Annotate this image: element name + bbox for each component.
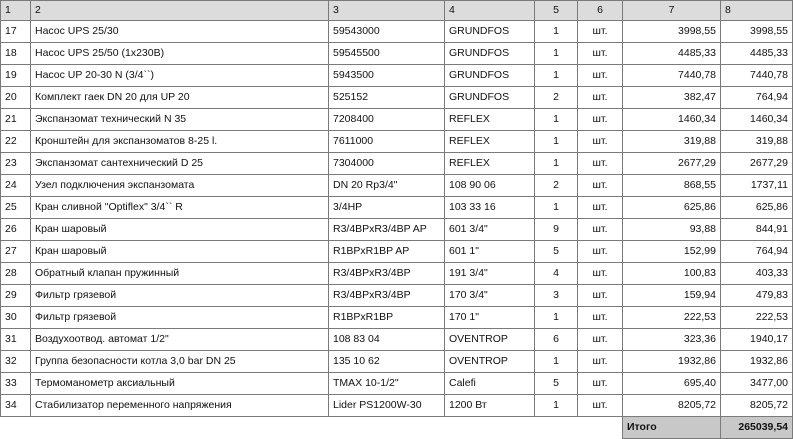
unit-price-cell: 100,83 [623, 263, 721, 285]
item-name-cell: Кран шаровый [31, 219, 329, 241]
table-row [1, 87, 793, 109]
quantity-cell: 4 [535, 263, 578, 285]
line-total-cell: 7440,78 [721, 65, 793, 87]
item-name-cell: Кран шаровый [31, 241, 329, 263]
manufacturer-cell: Calefi [445, 373, 535, 395]
item-code-cell: 59543000 [329, 21, 445, 43]
table-row [1, 395, 793, 417]
line-total-cell: 1460,34 [721, 109, 793, 131]
line-total-cell: 403,33 [721, 263, 793, 285]
row-number-cell: 21 [1, 109, 31, 131]
item-code-cell: 5943500 [329, 65, 445, 87]
quantity-cell: 1 [535, 21, 578, 43]
unit-cell: шт. [578, 351, 623, 373]
item-name-cell: Обратный клапан пружинный [31, 263, 329, 285]
unit-cell: шт. [578, 87, 623, 109]
item-name-cell: Кронштейн для экспанзоматов 8-25 l. [31, 131, 329, 153]
header-cell: 7 [623, 1, 721, 21]
item-code-cell: R1BPxR1BP AP [329, 241, 445, 263]
header-cell: 4 [445, 1, 535, 21]
manufacturer-cell: 1200 Вт [445, 395, 535, 417]
table-row [1, 65, 793, 87]
unit-price-cell: 159,94 [623, 285, 721, 307]
unit-price-cell: 93,88 [623, 219, 721, 241]
row-number-cell: 23 [1, 153, 31, 175]
manufacturer-cell: 601 3/4" [445, 219, 535, 241]
table-row [1, 307, 793, 329]
empty-cell [31, 417, 329, 439]
manufacturer-cell: 170 3/4" [445, 285, 535, 307]
unit-cell: шт. [578, 307, 623, 329]
table-row [1, 373, 793, 395]
item-name-cell: Термоманометр аксиальный [31, 373, 329, 395]
unit-cell: шт. [578, 65, 623, 87]
unit-cell: шт. [578, 329, 623, 351]
unit-cell: шт. [578, 373, 623, 395]
table-row [1, 329, 793, 351]
manufacturer-cell: REFLEX [445, 153, 535, 175]
table-row [1, 285, 793, 307]
unit-cell: шт. [578, 21, 623, 43]
line-total-cell: 764,94 [721, 241, 793, 263]
unit-cell: шт. [578, 285, 623, 307]
table-row [1, 131, 793, 153]
unit-cell: шт. [578, 263, 623, 285]
line-total-cell: 3477,00 [721, 373, 793, 395]
manufacturer-cell: 191 3/4" [445, 263, 535, 285]
line-total-cell: 8205,72 [721, 395, 793, 417]
row-number-cell: 17 [1, 21, 31, 43]
row-number-cell: 28 [1, 263, 31, 285]
item-code-cell: R3/4BPxR3/4BP [329, 285, 445, 307]
unit-price-cell: 382,47 [623, 87, 721, 109]
item-code-cell: 525152 [329, 87, 445, 109]
quantity-cell: 2 [535, 87, 578, 109]
manufacturer-cell: OVENTROP [445, 329, 535, 351]
header-cell: 1 [1, 1, 31, 21]
header-cell: 5 [535, 1, 578, 21]
quantity-cell: 1 [535, 153, 578, 175]
header-cell: 6 [578, 1, 623, 21]
item-name-cell: Воздухоотвод. автомат 1/2" [31, 329, 329, 351]
item-name-cell: Комплект гаек DN 20 для UP 20 [31, 87, 329, 109]
item-code-cell: R1BPxR1BP [329, 307, 445, 329]
item-code-cell: 135 10 62 [329, 351, 445, 373]
unit-price-cell: 1460,34 [623, 109, 721, 131]
item-code-cell: Lider PS1200W-30 [329, 395, 445, 417]
unit-price-cell: 8205,72 [623, 395, 721, 417]
quantity-cell: 1 [535, 131, 578, 153]
table-row [1, 43, 793, 65]
table-row [1, 109, 793, 131]
quantity-cell: 1 [535, 307, 578, 329]
total-label: Итого [623, 417, 721, 439]
item-code-cell: 7208400 [329, 109, 445, 131]
unit-price-cell: 2677,29 [623, 153, 721, 175]
row-number-cell: 30 [1, 307, 31, 329]
unit-cell: шт. [578, 131, 623, 153]
quantity-cell: 1 [535, 43, 578, 65]
unit-price-cell: 625,86 [623, 197, 721, 219]
empty-cell [1, 417, 31, 439]
quantity-cell: 1 [535, 109, 578, 131]
row-number-cell: 31 [1, 329, 31, 351]
manufacturer-cell: REFLEX [445, 109, 535, 131]
unit-cell: шт. [578, 395, 623, 417]
table-row [1, 263, 793, 285]
unit-cell: шт. [578, 153, 623, 175]
manufacturer-cell: GRUNDFOS [445, 43, 535, 65]
total-value: 265039,54 [721, 417, 793, 439]
item-name-cell: Кран сливной "Optiflex" 3/4`` R [31, 197, 329, 219]
quantity-cell: 1 [535, 351, 578, 373]
item-name-cell: Экспанзомат технический N 35 [31, 109, 329, 131]
row-number-cell: 18 [1, 43, 31, 65]
table-row [1, 219, 793, 241]
quantity-cell: 2 [535, 175, 578, 197]
item-name-cell: Фильтр грязевой [31, 285, 329, 307]
row-number-cell: 27 [1, 241, 31, 263]
line-total-cell: 844,91 [721, 219, 793, 241]
unit-price-cell: 4485,33 [623, 43, 721, 65]
item-code-cell: R3/4BPxR3/4BP AP [329, 219, 445, 241]
manufacturer-cell: GRUNDFOS [445, 65, 535, 87]
row-number-cell: 24 [1, 175, 31, 197]
quantity-cell: 1 [535, 65, 578, 87]
header-cell: 2 [31, 1, 329, 21]
item-name-cell: Группа безопасности котла 3,0 bar DN 25 [31, 351, 329, 373]
unit-cell: шт. [578, 43, 623, 65]
empty-cell [578, 417, 623, 439]
table-row [1, 351, 793, 373]
line-total-cell: 2677,29 [721, 153, 793, 175]
item-name-cell: Насос UPS 25/30 [31, 21, 329, 43]
unit-price-cell: 1932,86 [623, 351, 721, 373]
item-name-cell: Фильтр грязевой [31, 307, 329, 329]
header-cell: 8 [721, 1, 793, 21]
item-code-cell: 59545500 [329, 43, 445, 65]
manufacturer-cell: 108 90 06 [445, 175, 535, 197]
unit-cell: шт. [578, 241, 623, 263]
row-number-cell: 33 [1, 373, 31, 395]
line-total-cell: 1940,17 [721, 329, 793, 351]
table-row [1, 175, 793, 197]
line-total-cell: 4485,33 [721, 43, 793, 65]
quantity-cell: 1 [535, 197, 578, 219]
empty-cell [445, 417, 535, 439]
item-code-cell: 7304000 [329, 153, 445, 175]
table-row [1, 153, 793, 175]
line-total-cell: 1737,11 [721, 175, 793, 197]
unit-cell: шт. [578, 175, 623, 197]
unit-price-cell: 3998,55 [623, 21, 721, 43]
item-code-cell: 7611000 [329, 131, 445, 153]
row-number-cell: 34 [1, 395, 31, 417]
item-name-cell: Стабилизатор переменного напряжения [31, 395, 329, 417]
table-row [1, 21, 793, 43]
unit-price-cell: 7440,78 [623, 65, 721, 87]
line-total-cell: 319,88 [721, 131, 793, 153]
manufacturer-cell: 103 33 16 [445, 197, 535, 219]
unit-price-cell: 152,99 [623, 241, 721, 263]
item-code-cell: R3/4BPxR3/4BP [329, 263, 445, 285]
table-row [1, 197, 793, 219]
header-row [1, 1, 793, 21]
row-number-cell: 19 [1, 65, 31, 87]
item-name-cell: Экспанзомат сантехнический D 25 [31, 153, 329, 175]
row-number-cell: 25 [1, 197, 31, 219]
quantity-cell: 9 [535, 219, 578, 241]
item-code-cell: DN 20 Rp3/4" [329, 175, 445, 197]
manufacturer-cell: 170 1" [445, 307, 535, 329]
unit-price-cell: 868,55 [623, 175, 721, 197]
total-row [1, 417, 793, 439]
manufacturer-cell: GRUNDFOS [445, 87, 535, 109]
manufacturer-cell: REFLEX [445, 131, 535, 153]
item-name-cell: Узел подключения экспанзомата [31, 175, 329, 197]
quantity-cell: 1 [535, 395, 578, 417]
row-number-cell: 32 [1, 351, 31, 373]
unit-price-cell: 222,53 [623, 307, 721, 329]
row-number-cell: 26 [1, 219, 31, 241]
table-row [1, 241, 793, 263]
item-code-cell: 108 83 04 [329, 329, 445, 351]
line-total-cell: 3998,55 [721, 21, 793, 43]
unit-cell: шт. [578, 197, 623, 219]
line-total-cell: 479,83 [721, 285, 793, 307]
unit-price-cell: 323,36 [623, 329, 721, 351]
unit-price-cell: 319,88 [623, 131, 721, 153]
item-name-cell: Насос UP 20-30 N (3/4``) [31, 65, 329, 87]
line-total-cell: 1932,86 [721, 351, 793, 373]
row-number-cell: 20 [1, 87, 31, 109]
empty-cell [329, 417, 445, 439]
quantity-cell: 5 [535, 373, 578, 395]
unit-price-cell: 695,40 [623, 373, 721, 395]
quantity-cell: 5 [535, 241, 578, 263]
empty-cell [535, 417, 578, 439]
line-total-cell: 764,94 [721, 87, 793, 109]
row-number-cell: 22 [1, 131, 31, 153]
manufacturer-cell: GRUNDFOS [445, 21, 535, 43]
line-total-cell: 625,86 [721, 197, 793, 219]
quantity-cell: 3 [535, 285, 578, 307]
unit-cell: шт. [578, 219, 623, 241]
item-code-cell: 3/4HP [329, 197, 445, 219]
line-total-cell: 222,53 [721, 307, 793, 329]
manufacturer-cell: 601 1" [445, 241, 535, 263]
unit-cell: шт. [578, 109, 623, 131]
row-number-cell: 29 [1, 285, 31, 307]
item-name-cell: Насос UPS 25/50 (1x230В) [31, 43, 329, 65]
manufacturer-cell: OVENTROP [445, 351, 535, 373]
header-cell: 3 [329, 1, 445, 21]
quantity-cell: 6 [535, 329, 578, 351]
item-code-cell: TMAX 10-1/2" [329, 373, 445, 395]
